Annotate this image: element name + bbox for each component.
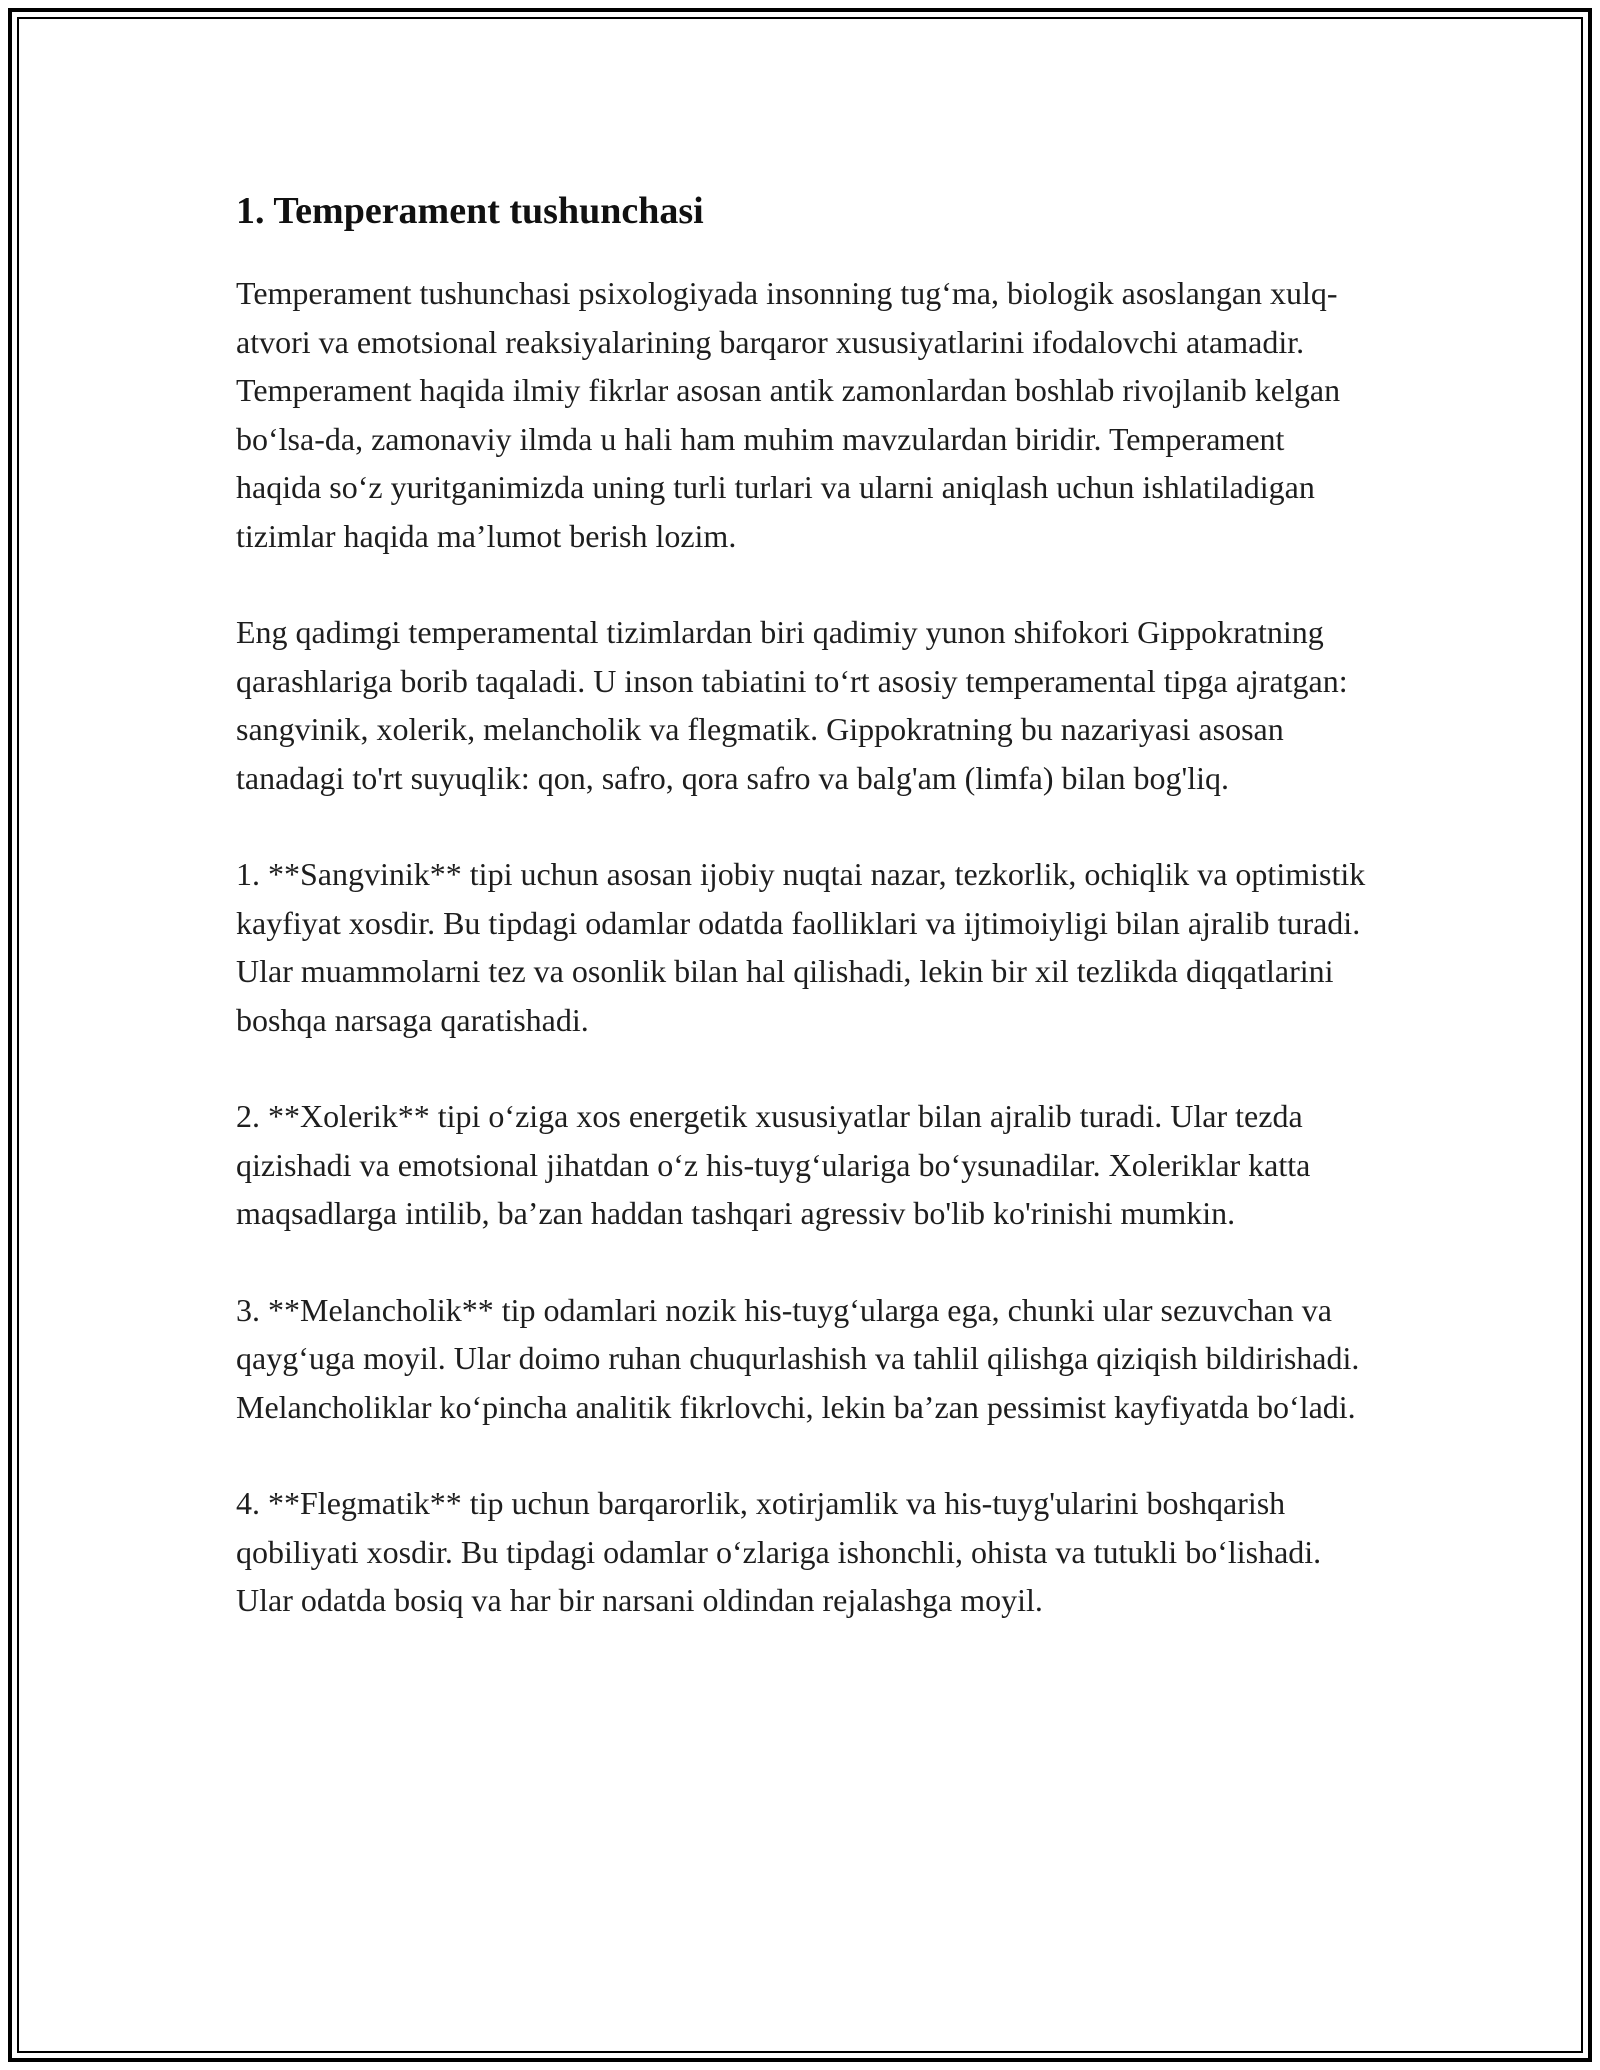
section-heading: 1. Temperament tushunchasi: [236, 190, 704, 232]
paragraph-hippocrates: Eng qadimgi temperamental tizimlardan biri qadimiy yunon shifokori Gippokratning qarashlariga borib taqaladi. U inson tabiatini to‘rt asosiy temperamental tipga ajratgan: sangvinik, xolerik, melancholik va flegmatik. Gippokratning bu nazariyasi asosan tanadagi to'rt suyuqlik: qon, safro, qora safro va balg'am (limfa) bilan bog'liq.: [236, 614, 1348, 796]
list-item-sangvinik: 1. **Sangvinik** tipi uchun asosan ijobiy nuqtai nazar, tezkorlik, ochiqlik va optimistik kayfiyat xosdir. Bu tipdagi odamlar odatda faolliklari va ijtimoiyligi bilan ajralib turadi. Ular muammolarni tez va osonlik bilan hal qilishadi, lekin bir xil tezlikda diqqatlarini boshqa narsaga qaratishadi.: [236, 856, 1366, 1038]
list-item-xolerik: 2. **Xolerik** tipi o‘ziga xos energetik xususiyatlar bilan ajralib turadi. Ular tezda qizishadi va emotsional jihatdan o‘z his-tuyg‘ulariga bo‘ysunadilar. Xoleriklar katta maqsadlarga intilib, ba’zan haddan tashqari agressiv bo'lib ko'rinishi mumkin.: [236, 1098, 1311, 1231]
list-item-melancholik: 3. **Melancholik** tip odamlari nozik his-tuyg‘ularga ega, chunki ular sezuvchan va qayg‘uga moyil. Ular doimo ruhan chuqurlashish va tahlil qilishga qiziqish bildirishadi. Melancholiklar ko‘pincha analitik fikrlovchi, lekin ba’zan pessimist kayfiyatda bo‘ladi.: [236, 1291, 1360, 1425]
list-item-flegmatik: 4. **Flegmatik** tip uchun barqarorlik, xotirjamlik va his-tuyg'ularini boshqarish qobiliyati xosdir. Bu tipdagi odamlar o‘zlariga ishonchli, ohista va tutukli bo‘lishadi. Ular odatda bosiq va har bir narsani oldindan rejalashga moyil.: [236, 1485, 1322, 1618]
paragraph-intro: Temperament tushunchasi psixologiyada insonning tug‘ma, biologik asoslangan xulq-atvori va emotsional reaksiyalarining barqaror xususiyatlarini ifodalovchi atamadir. Temperament haqida ilmiy fikrlar asosan antik zamonlardan boshlab rivojlanib kelgan bo‘lsa-da, zamonaviy ilmda u hali ham muhim mavzulardan biridir. Temperament haqida so‘z yuritganimizda uning turli turlari va ularni aniqlash uchun ishlatiladigan tizimlar haqida ma’lumot berish lozim.: [236, 275, 1341, 554]
document-body: [236, 185, 1366, 1673]
